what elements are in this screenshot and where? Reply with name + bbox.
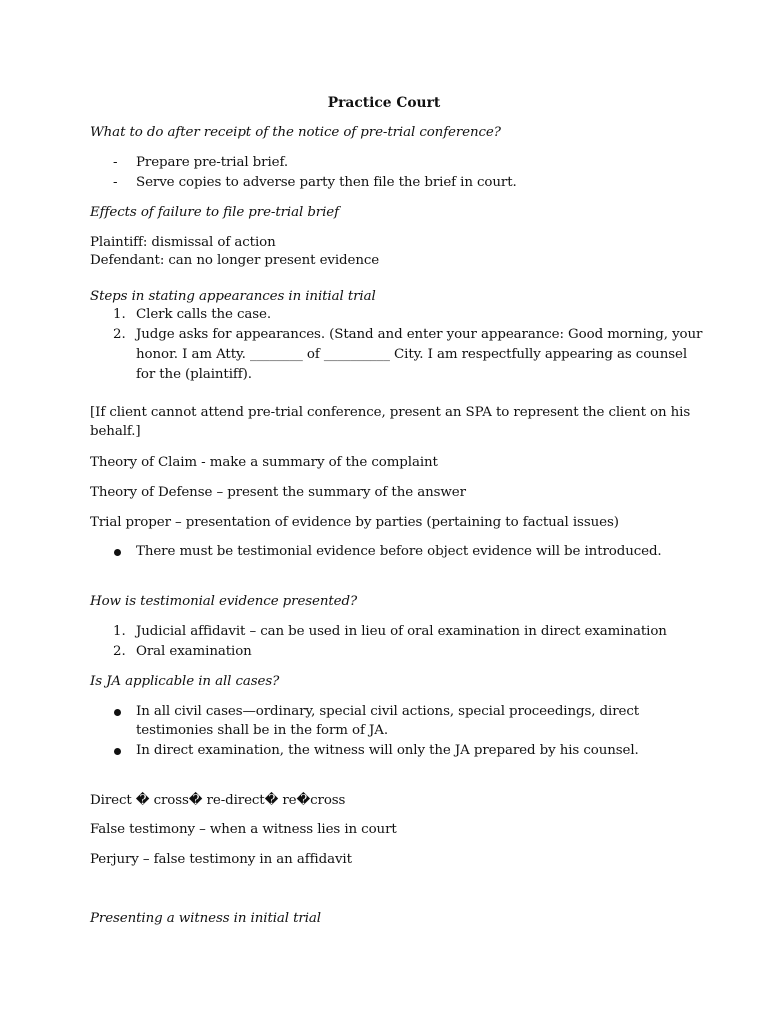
list-item: Prepare pre-trial brief. — [136, 155, 288, 170]
question-pretrial-notice: What to do after receipt of the notice of pre-trial conference? — [90, 125, 501, 140]
step-number: 1. — [113, 307, 126, 322]
list-item: Judicial affidavit – can be used in lieu of oral examination in direct examination — [136, 624, 667, 639]
dash-marker: - — [113, 155, 118, 170]
heading-ja-applicable: Is JA applicable in all cases? — [90, 674, 280, 689]
list-item-continuation: for the (plaintiff). — [136, 367, 252, 382]
theory-of-defense: Theory of Defense – present the summary of the answer — [90, 485, 466, 500]
step-number: 2. — [113, 327, 126, 342]
item-number: 2. — [113, 644, 126, 659]
heading-presenting-witness: Presenting a witness in initial trial — [90, 911, 321, 926]
list-item: Judge asks for appearances. (Stand and enter your appearance: Good morning, your — [136, 327, 703, 342]
heading-testimonial-evidence: How is testimonial evidence presented? — [90, 594, 358, 609]
list-item: Clerk calls the case. — [136, 307, 272, 322]
list-item-continuation: honor. I am Atty. ________ of __________ City. I am respectfully appearing as counsel — [136, 347, 688, 362]
item-number: 1. — [113, 624, 126, 639]
list-item: Oral examination — [136, 644, 252, 659]
dash-marker: - — [113, 175, 118, 190]
list-item-continuation: testimonies shall be in the form of JA. — [136, 723, 389, 738]
examination-sequence: Direct � cross� re-direct� re�cross — [90, 793, 346, 808]
bullet-icon — [114, 748, 121, 755]
spa-note-continuation: behalf.] — [90, 424, 141, 439]
list-item: There must be testimonial evidence before object evidence will be introduced. — [136, 544, 662, 559]
theory-of-claim: Theory of Claim - make a summary of the complaint — [90, 455, 438, 470]
bullet-icon — [114, 549, 121, 556]
trial-proper: Trial proper – presentation of evidence by parties (pertaining to factual issues) — [90, 515, 619, 530]
perjury-definition: Perjury – false testimony in an affidavit — [90, 852, 352, 867]
list-item: In all civil cases—ordinary, special civil actions, special proceedings, direct — [136, 704, 640, 719]
spa-note: [If client cannot attend pre-trial conference, present an SPA to represent the client on his — [90, 405, 691, 420]
heading-steps-appearances: Steps in stating appearances in initial trial — [90, 289, 376, 304]
plaintiff-line: Plaintiff: dismissal of action — [90, 235, 276, 250]
page-title: Practice Court — [327, 95, 441, 111]
list-item: Serve copies to adverse party then file the brief in court. — [136, 175, 517, 190]
heading-effects-failure: Effects of failure to file pre-trial brief — [90, 205, 339, 220]
defendant-line: Defendant: can no longer present evidence — [90, 253, 380, 268]
list-item: In direct examination, the witness will only the JA prepared by his counsel. — [136, 743, 639, 758]
bullet-icon — [114, 709, 121, 716]
false-testimony-definition: False testimony – when a witness lies in court — [90, 822, 397, 837]
